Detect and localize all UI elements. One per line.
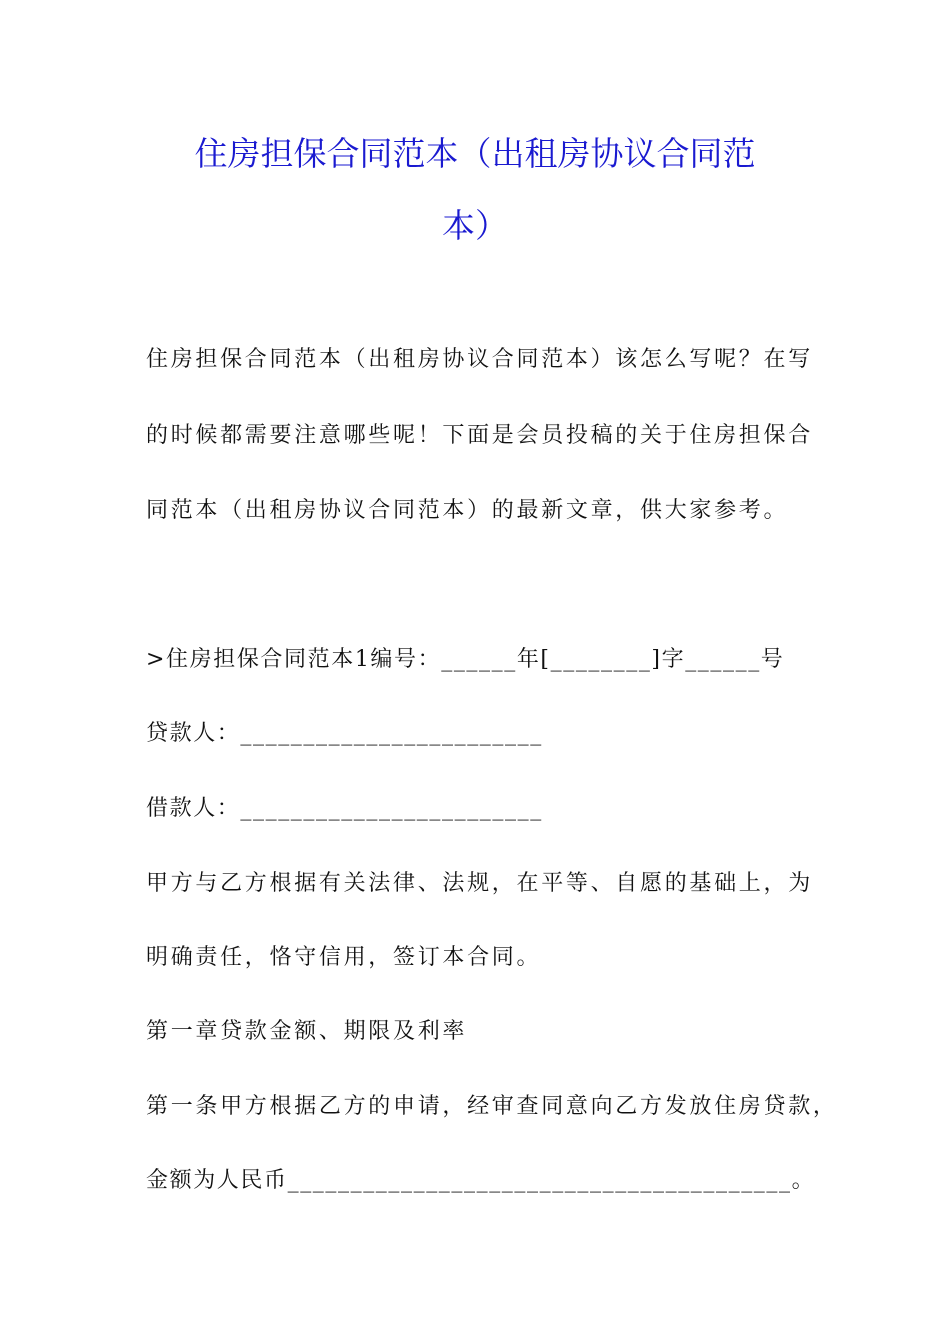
borrower-line: 借款人：________________________ bbox=[146, 796, 543, 821]
preamble-line-2: 明确责任，恪守信用，签订本合同。 bbox=[146, 945, 542, 970]
preamble-line-1: 甲方与乙方根据有关法律、法规，在平等、自愿的基础上，为 bbox=[146, 871, 813, 896]
article-1-line-2: 金额为人民币________________________________________。 bbox=[146, 1168, 816, 1193]
lender-line: 贷款人：________________________ bbox=[146, 721, 543, 746]
intro-line-3: 同范本（出租房协议合同范本）的最新文章，供大家参考。 bbox=[146, 498, 789, 523]
article-1-line-1: 第一条甲方根据乙方的申请，经审查同意向乙方发放住房贷款， bbox=[146, 1094, 838, 1119]
chapter-1-heading: 第一章贷款金额、期限及利率 bbox=[146, 1019, 468, 1044]
intro-line-1: 住房担保合同范本（出租房协议合同范本）该怎么写呢？在写 bbox=[146, 347, 813, 372]
contract-number-line: >住房担保合同范本1编号：______年[________]字______号 bbox=[146, 647, 785, 672]
intro-line-2: 的时候都需要注意哪些呢！下面是会员投稿的关于住房担保合 bbox=[146, 423, 813, 448]
document-title-line-2: 本） bbox=[442, 206, 508, 245]
document-title-line-1: 住房担保合同范本（出租房协议合同范 bbox=[194, 134, 756, 173]
